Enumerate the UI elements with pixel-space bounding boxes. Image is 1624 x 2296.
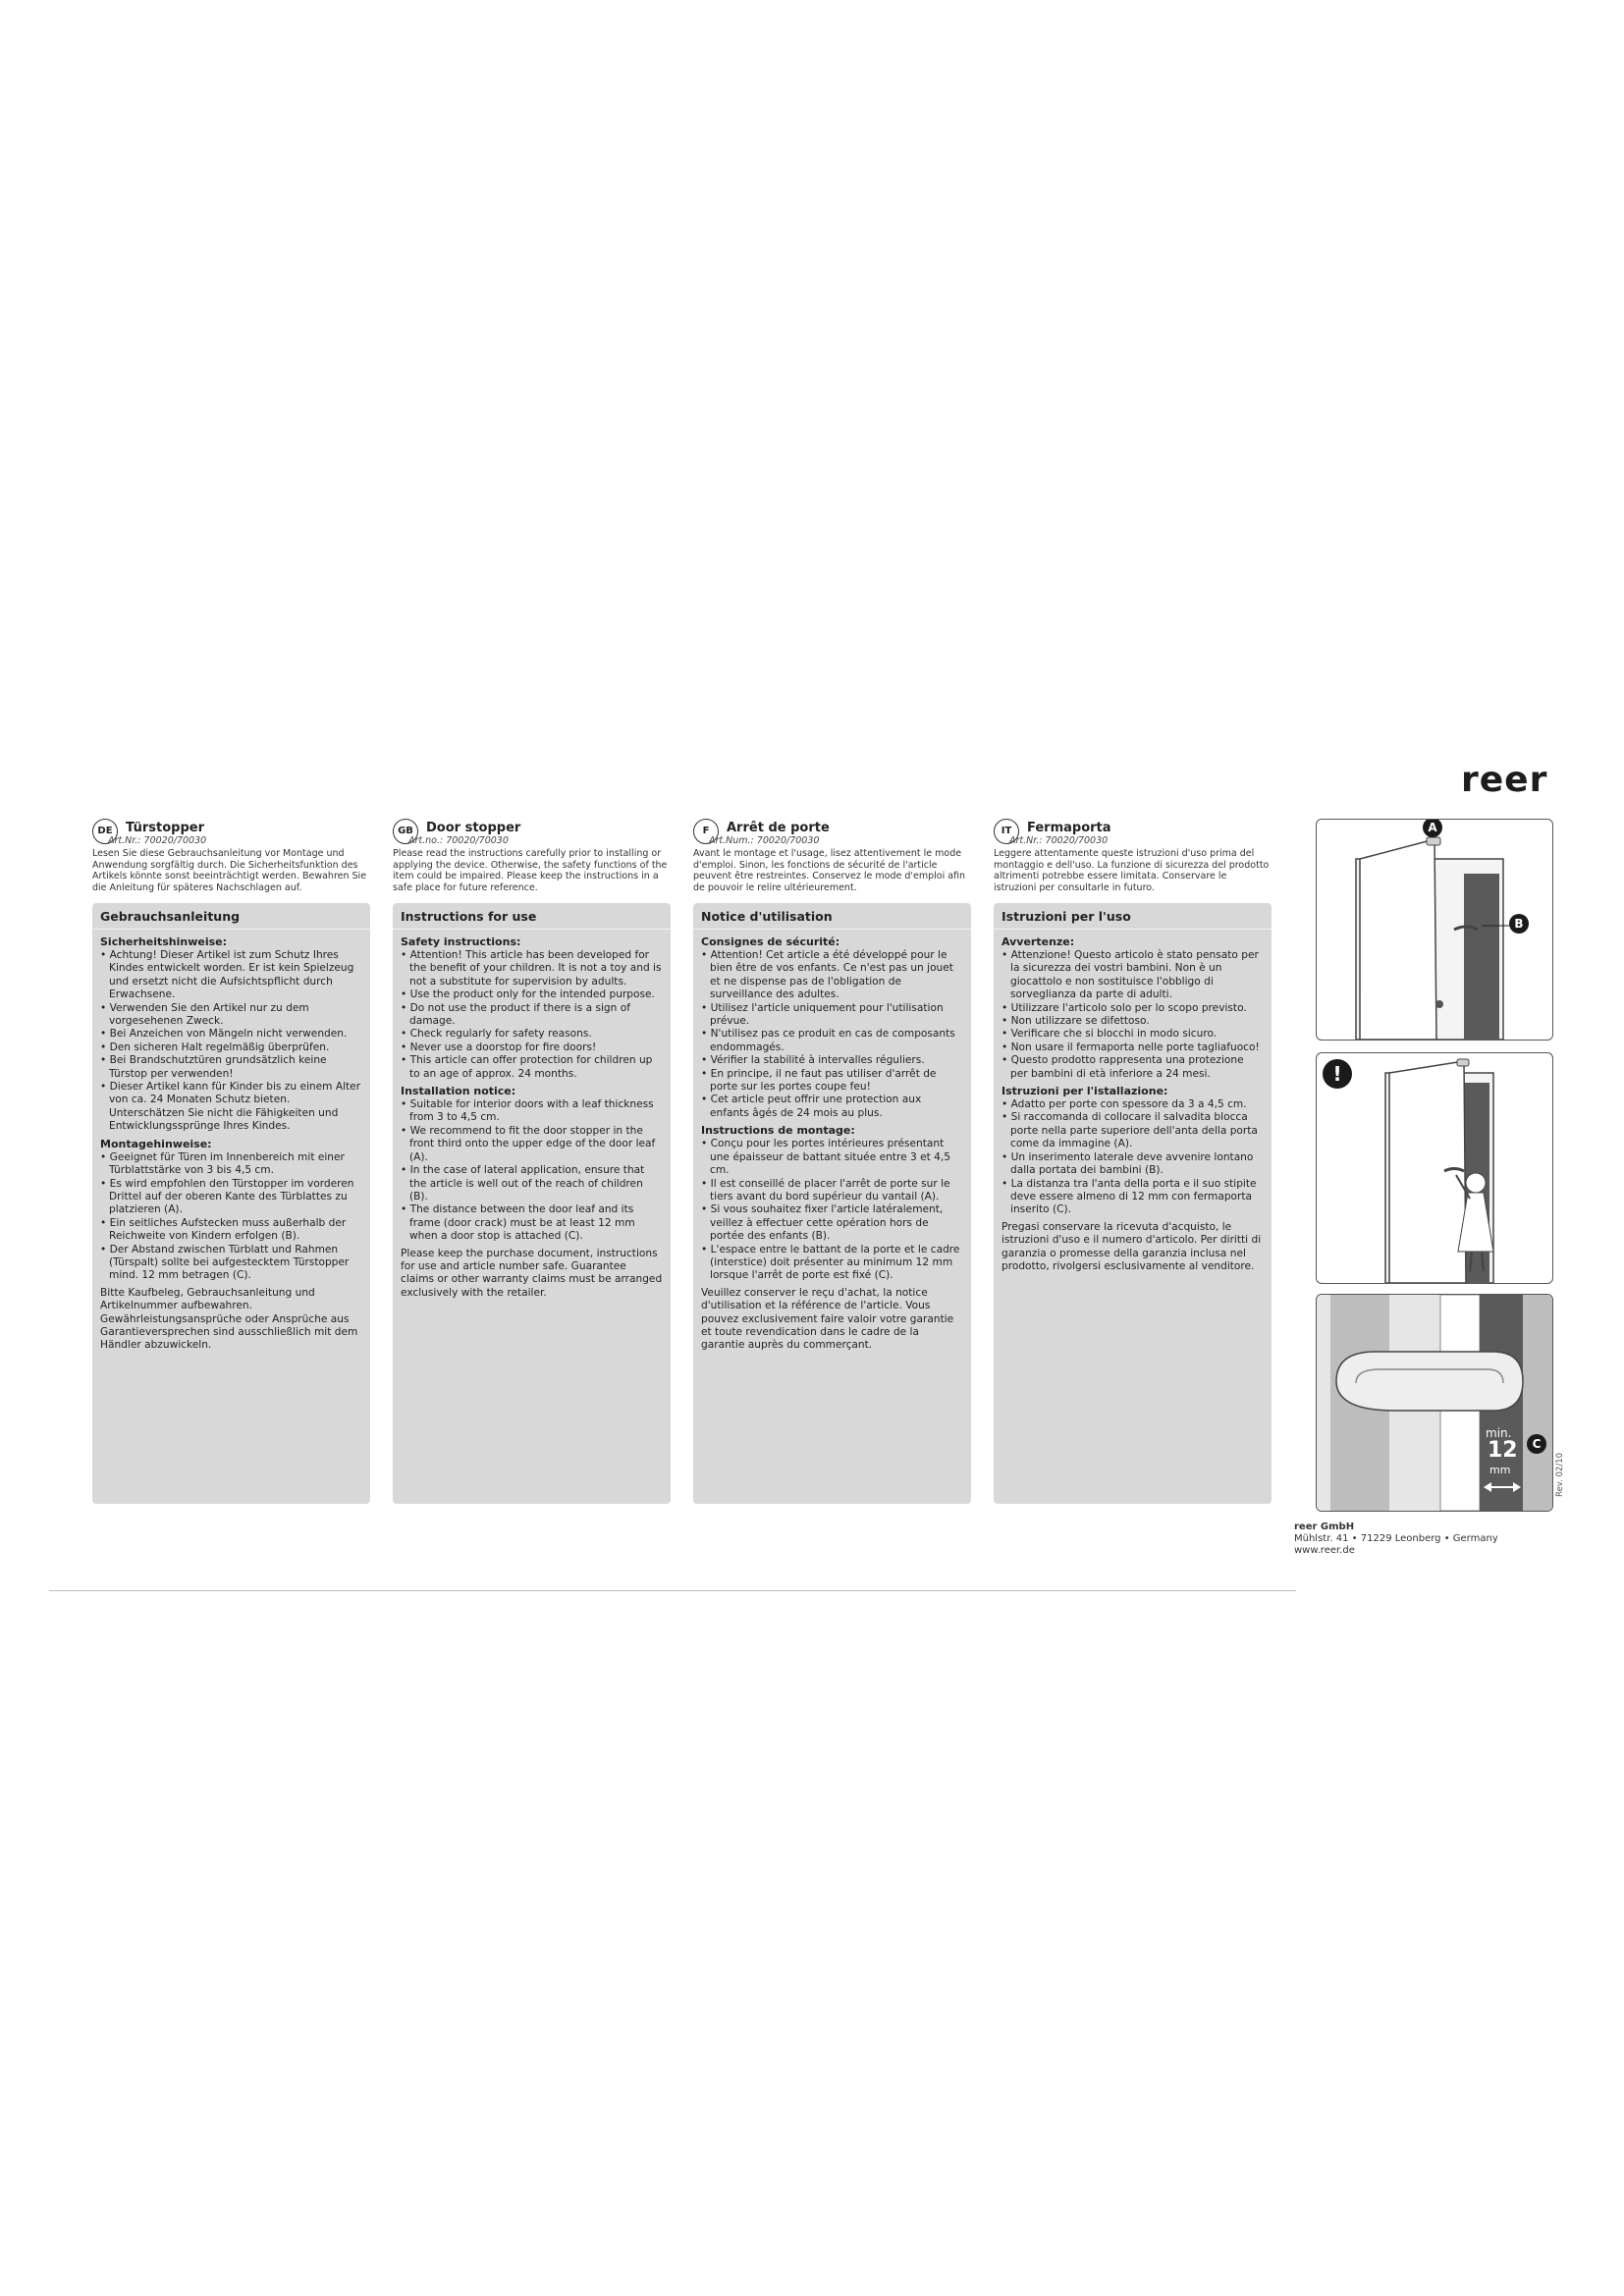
closing-text: Please keep the purchase document, instructions for use and article number safe. Guarantee claims or other warranty claims must be arranged exclusively with the retailer.: [401, 1247, 663, 1299]
list-item: • In the case of lateral application, ensure that the article is well out of the reach of children (B).: [401, 1164, 663, 1203]
column-gb: [393, 819, 671, 1504]
box-title: Istruzioni per l'uso: [994, 909, 1272, 930]
product-title: Türstopper: [126, 821, 205, 835]
list-item: • Attention! This article has been developed for the benefit of your children. It is not a toy and is not a substitute for supervision by adults.: [401, 949, 663, 988]
product-title: Arrêt de porte: [727, 821, 830, 835]
bullet-list: [100, 949, 362, 1134]
gap-drawing: [1317, 1295, 1552, 1511]
list-item: • Es wird empfohlen den Türstopper im vorderen Drittel auf der oberen Kante des Türblattes zu platzieren (A).: [100, 1178, 362, 1217]
language-badge: F: [693, 819, 719, 844]
revision-number: Rev. 02/10: [1555, 1452, 1565, 1497]
list-item: • Questo prodotto rappresenta una protezione per bambini di età inferiore a 24 mesi.: [1001, 1054, 1264, 1081]
bullet-list: [401, 949, 663, 1081]
list-item: • Il est conseillé de placer l'arrêt de porte sur le tiers avant du bord supérieur du vantail (A).: [701, 1178, 963, 1204]
list-item: • Conçu pour les portes intérieures présentant une épaisseur de battant située entre 3 et 4,5 cm.: [701, 1138, 963, 1177]
company-name: reer GmbH: [1294, 1522, 1355, 1532]
list-item: • Vérifier la stabilité à intervalles réguliers.: [701, 1054, 963, 1067]
column-f: [693, 819, 971, 1504]
list-item: • Achtung! Dieser Artikel ist zum Schutz Ihres Kindes entwickelt worden. Er ist kein Spielzeug und ersetzt nicht die Aufsichtspflicht durch Erwachsene.: [100, 949, 362, 1002]
list-item: • Dieser Artikel kann für Kinder bis zu einem Alter von ca. 24 Monaten Schutz bieten. Unterschätzen Sie nicht die Fähigkeiten und Entwicklungssprünge Ihres Kindes.: [100, 1081, 362, 1134]
list-item: • Attenzione! Questo articolo è stato pensato per la sicurezza dei vostri bambini. Non è un giocattolo e non sostituisce l'obbligo di sorveglianza da parte di adulti.: [1001, 949, 1264, 1002]
section-heading: Installation notice:: [401, 1085, 516, 1098]
list-item: • We recommend to fit the door stopper in the front third onto the upper edge of the door leaf (A).: [401, 1125, 663, 1164]
section-heading: Istruzioni per l'istallazione:: [1001, 1085, 1168, 1098]
gap-min-label: min.: [1486, 1426, 1512, 1440]
list-item: • Utilisez l'article uniquement pour l'utilisation prévue.: [701, 1002, 963, 1029]
article-number: Art.Nr.: 70020/70030: [108, 835, 207, 846]
product-title: Fermaporta: [1027, 821, 1111, 835]
article-number: Art.Nr.: 70020/70030: [1009, 835, 1109, 846]
callout-b: B: [1509, 914, 1529, 934]
bullet-list: [1001, 949, 1264, 1081]
list-item: • Si raccomanda di collocare il salvadita blocca porte nella parte superiore dell'anta della porta come da immagine (A).: [1001, 1111, 1264, 1150]
language-badge: GB: [393, 819, 418, 844]
brand-logo: reer: [1461, 760, 1548, 800]
list-item: • Non usare il fermaporta nelle porte tagliafuoco!: [1001, 1041, 1264, 1054]
intro-text: Avant le montage et l'usage, lisez attentivement le mode d'emploi. Sinon, les fonctions de sécurité de l'article peuvent être restreintes. Conservez le mode d'emploi afin de pouvoir le relire ultérieurement.: [693, 848, 966, 893]
list-item: • Geeignet für Türen im Innenbereich mit einer Türblattstärke von 3 bis 4,5 cm.: [100, 1151, 362, 1178]
list-item: • Ein seitliches Aufstecken muss außerhalb der Reichweite von Kindern erfolgen (B).: [100, 1217, 362, 1244]
company-footer: [1294, 1522, 1498, 1557]
section-heading: Sicherheitshinweise:: [100, 935, 228, 948]
list-item: • Bei Brandschutztüren grundsätzlich keine Türstop per verwenden!: [100, 1054, 362, 1081]
bullet-list: [701, 1138, 963, 1282]
bullet-list: [100, 1151, 362, 1283]
closing-text: Veuillez conserver le reçu d'achat, la notice d'utilisation et la référence de l'article. Vous pouvez exclusivement faire valoir votre garantie et toute revendication dans le cadre de la garantie auprès du commerçant.: [701, 1286, 954, 1352]
intro-text: Leggere attentamente queste istruzioni d'uso prima del montaggio e dell'uso. La funzione di sicurezza del prodotto altrimenti potrebbe essere limitata. Conservare le istruzioni per consultarle in futuro.: [994, 848, 1270, 893]
list-item: • Si vous souhaitez fixer l'article latéralement, veillez à effectuer cette opération hors de portée des enfants (B).: [701, 1203, 963, 1243]
column-header: [693, 819, 971, 848]
list-item: • This article can offer protection for children up to an age of approx. 24 months.: [401, 1054, 663, 1081]
column-header: [92, 819, 370, 848]
box-title: Instructions for use: [393, 909, 671, 930]
list-item: • Der Abstand zwischen Türblatt und Rahmen (Türspalt) sollte bei aufgestecktem Türstopper mind. 12 mm betragen (C).: [100, 1244, 362, 1283]
list-item: • En principe, il ne faut pas utiliser d'arrêt de porte sur les portes coupe feu!: [701, 1068, 963, 1095]
intro-text: Please read the instructions carefully prior to installing or applying the device. Otherwise, the safety functions of the item could be impaired. Please keep the instructions in a safe place for future reference.: [393, 848, 668, 893]
list-item: • Den sicheren Halt regelmäßig überprüfen.: [100, 1041, 362, 1054]
illustration-door-placement: [1316, 819, 1553, 1041]
list-item: • Adatto per porte con spessore da 3 a 4,5 cm.: [1001, 1098, 1264, 1111]
closing-text: Bitte Kaufbeleg, Gebrauchsanleitung und Artikelnummer aufbewahren. Gewährleistungsansprüche oder Ansprüche aus Garantieversprechen sind ausschließlich mit dem Händler abzuwickeln.: [100, 1286, 358, 1352]
list-item: • The distance between the door leaf and its frame (door crack) must be at least 12 mm when a door stop is attached (C).: [401, 1203, 663, 1243]
section-heading: Consignes de sécurité:: [701, 935, 840, 948]
product-title: Door stopper: [426, 821, 521, 835]
column-header: [393, 819, 671, 848]
list-item: • Non utilizzare se difettoso.: [1001, 1015, 1264, 1028]
instructions-box: [92, 903, 370, 1504]
instructions-box: [994, 903, 1272, 1504]
callout-c: C: [1527, 1434, 1546, 1454]
list-item: • Never use a doorstop for fire doors!: [401, 1041, 663, 1054]
section-heading: Montagehinweise:: [100, 1137, 212, 1150]
list-item: • Bei Anzeichen von Mängeln nicht verwenden.: [100, 1028, 362, 1041]
callout-a: A: [1423, 819, 1442, 837]
language-badge: DE: [92, 819, 118, 844]
column-it: [994, 819, 1272, 1504]
box-title: Gebrauchsanleitung: [92, 909, 370, 930]
closing-text: Pregasi conservare la ricevuta d'acquisto, le istruzioni d'uso e il numero d'articolo. Per diritti di garanzia o promesse della garanzia inclusa nel prodotto, rivolgersi esclusivamente al venditore.: [1001, 1220, 1262, 1272]
child-warning-drawing: [1317, 1053, 1552, 1283]
list-item: • L'espace entre le battant de la porte et le cadre (interstice) doit présenter au minimum 12 mm lorsque l'arrêt de porte est fixé (C).: [701, 1244, 963, 1283]
list-item: • Verificare che si blocchi in modo sicuro.: [1001, 1028, 1264, 1041]
list-item: • Cet article peut offrir une protection aux enfants âgés de 24 mois au plus.: [701, 1094, 963, 1120]
list-item: • N'utilisez pas ce produit en cas de composants endommagés.: [701, 1028, 963, 1054]
instructions-box: [393, 903, 671, 1504]
box-title: Notice d'utilisation: [693, 909, 971, 930]
article-number: Art.no.: 70020/70030: [408, 835, 509, 846]
article-number: Art.Num.: 70020/70030: [709, 835, 820, 846]
gap-value: 12: [1488, 1438, 1518, 1463]
list-item: • Use the product only for the intended purpose.: [401, 988, 663, 1001]
company-web: www.reer.de: [1294, 1545, 1355, 1556]
bullet-list: [1001, 1098, 1264, 1217]
list-item: • Check regularly for safety reasons.: [401, 1028, 663, 1041]
warning-icon: !: [1323, 1059, 1352, 1089]
instructions-box: [693, 903, 971, 1504]
illustration-child-warning: [1316, 1052, 1553, 1284]
section-heading: Instructions de montage:: [701, 1124, 855, 1138]
bullet-list: [401, 1098, 663, 1243]
illustration-gap: [1316, 1294, 1553, 1512]
intro-text: Lesen Sie diese Gebrauchsanleitung vor Montage und Anwendung sorgfältig durch. Die Sicherheitsfunktion des Artikels könnte sonst beeinträchtigt werden. Bewahren Sie die Anleitung für späteres Nachschlagen auf.: [92, 848, 367, 893]
divider-line: [49, 1590, 1296, 1591]
list-item: • Un inserimento laterale deve avvenire lontano dalla portata dei bambini (B).: [1001, 1151, 1264, 1178]
section-heading: Safety instructions:: [401, 935, 521, 948]
list-item: • Suitable for interior doors with a leaf thickness from 3 to 4,5 cm.: [401, 1098, 663, 1125]
gap-unit: mm: [1489, 1464, 1511, 1476]
list-item: • Verwenden Sie den Artikel nur zu dem vorgesehenen Zweck.: [100, 1002, 362, 1029]
section-heading: Avvertenze:: [1001, 935, 1075, 948]
bullet-list: [701, 949, 963, 1120]
list-item: • La distanza tra l'anta della porta e il suo stipite deve essere almeno di 12 mm con fermaporta inserito (C).: [1001, 1178, 1264, 1217]
language-badge: IT: [994, 819, 1019, 844]
column-de: [92, 819, 370, 1504]
column-header: [994, 819, 1272, 848]
list-item: • Utilizzare l'articolo solo per lo scopo previsto.: [1001, 1002, 1264, 1015]
list-item: • Attention! Cet article a été développé pour le bien être de vos enfants. Ce n'est pas un jouet et ne dispense pas de l'obligation de surveillance des adultes.: [701, 949, 963, 1002]
company-address: Mühlstr. 41 • 71229 Leonberg • Germany: [1294, 1533, 1498, 1544]
list-item: • Do not use the product if there is a sign of damage.: [401, 1002, 663, 1029]
